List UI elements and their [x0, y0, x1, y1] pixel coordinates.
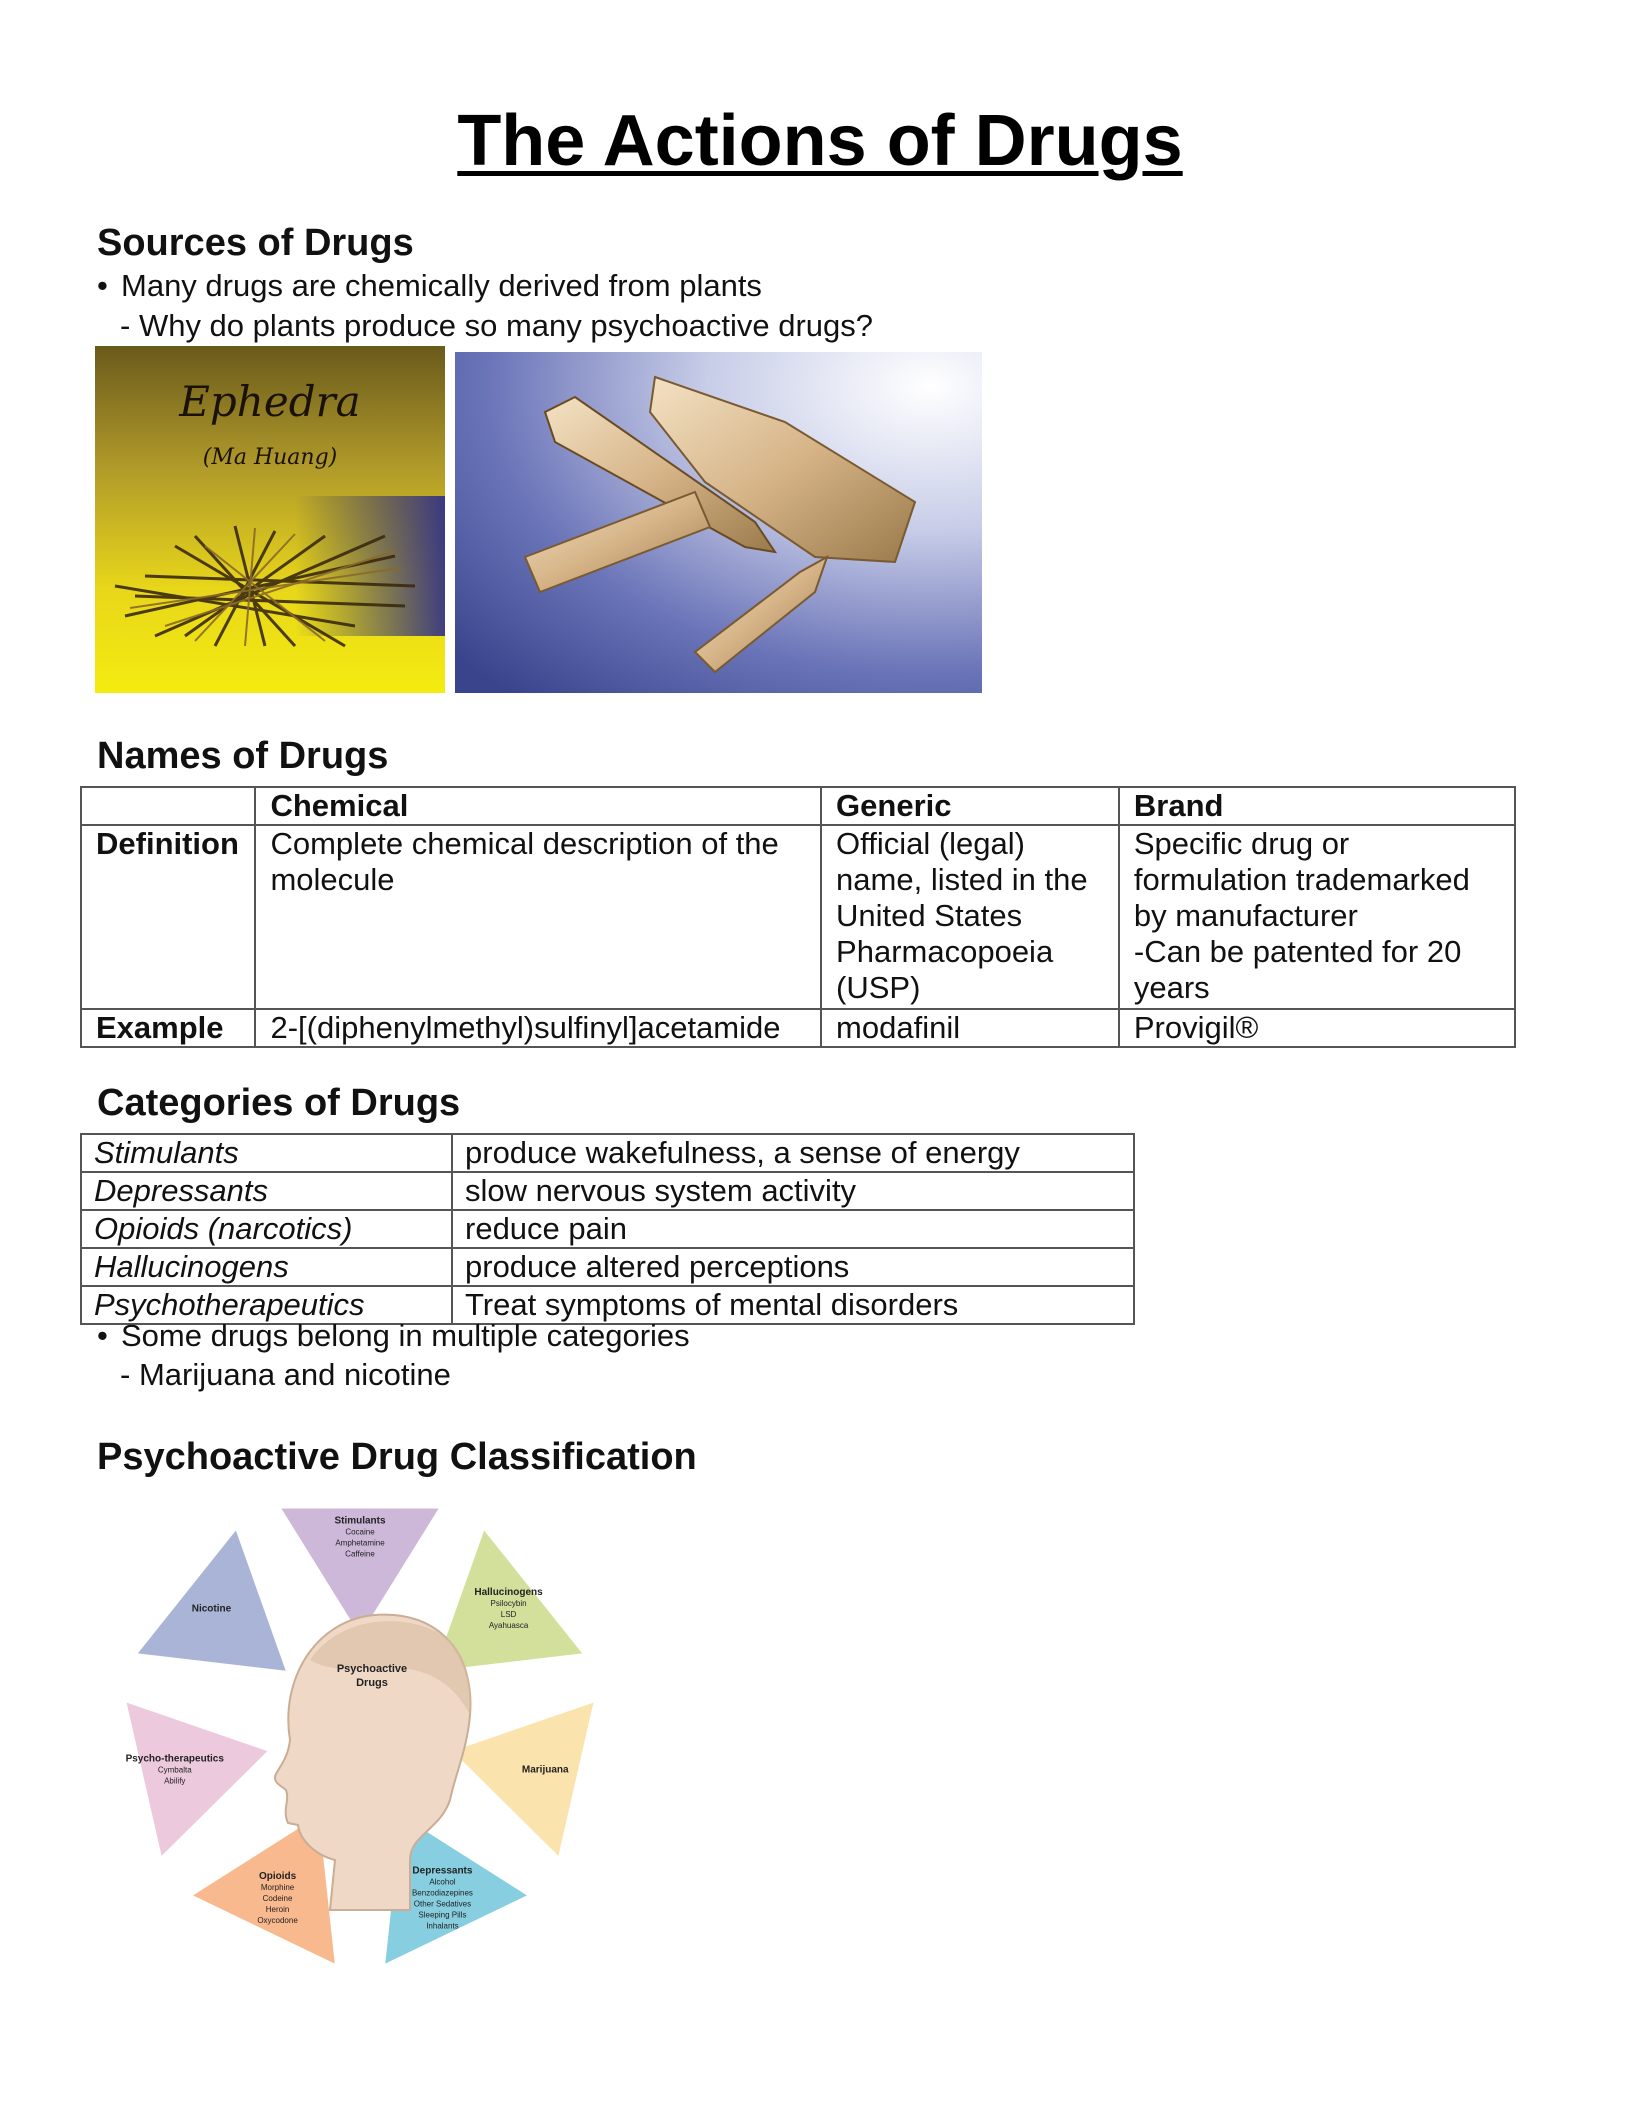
table-header-cell — [81, 787, 255, 825]
categories-table — [80, 1133, 1135, 1325]
wheel-segment-marijuana — [453, 1703, 594, 1856]
category-description: Treat symptoms of mental disorders — [452, 1286, 1134, 1324]
wheel-segment-title: Stimulants — [334, 1515, 386, 1527]
wheel-segment-psycho-therapeutics — [127, 1703, 268, 1856]
table-header-cell: Brand — [1119, 787, 1515, 825]
page-title: The Actions of Drugs — [457, 101, 1183, 181]
ephedra-image — [95, 346, 445, 693]
table-row — [81, 825, 1515, 1009]
crystals-illustration — [455, 352, 982, 693]
sources-bullet-text: Many drugs are chemically derived from plants — [121, 268, 762, 303]
wheel-segment-item: Inhalants — [426, 1921, 459, 1931]
table-cell: 2-[(diphenylmethyl)sulfinyl]acetamide — [255, 1009, 821, 1047]
category-description: produce wakefulness, a sense of energy — [452, 1134, 1134, 1172]
category-name: Depressants — [81, 1172, 452, 1210]
dash-icon: - — [120, 308, 139, 343]
wheel-segment-title: Opioids — [258, 1871, 297, 1883]
table-row — [81, 1009, 1515, 1047]
category-name: Psychotherapeutics — [81, 1286, 452, 1324]
classification-heading: Psychoactive Drug Classification — [97, 1436, 697, 1478]
table-row — [81, 1134, 1134, 1172]
sources-bullet — [97, 268, 762, 304]
wheel-segment-title: Nicotine — [191, 1603, 232, 1615]
wheel-segment-item: Ayahuasca — [488, 1621, 529, 1631]
table-row — [81, 1248, 1134, 1286]
wheel-segment-item: Amphetamine — [335, 1538, 385, 1548]
table-cell: Provigil® — [1119, 1009, 1515, 1047]
wheel-segment-item: Morphine — [260, 1883, 295, 1893]
categories-heading: Categories of Drugs — [97, 1082, 461, 1124]
table-header-row — [81, 787, 1515, 825]
wheel-segment-item: Sleeping Pills — [418, 1910, 467, 1920]
wheel-segment-item: Psilocybin — [490, 1599, 527, 1609]
wheel-segment-item: Cocaine — [345, 1527, 375, 1537]
dash-icon: - — [120, 1357, 139, 1392]
table-cell: Official (legal) name, listed in the United States Pharmacopoeia (USP) — [821, 825, 1119, 1009]
table-cell — [1119, 825, 1515, 1009]
categories-subbullet — [120, 1357, 451, 1393]
sources-heading: Sources of Drugs — [97, 222, 414, 264]
brand-patent-text: -Can be patented for 20 years — [1133, 934, 1462, 1005]
row-label-definition: Definition — [81, 825, 255, 1009]
wheel-segment-item: Caffeine — [345, 1549, 375, 1559]
sources-subbullet-text: Why do plants produce so many psychoactive drugs? — [138, 308, 873, 343]
names-heading: Names of Drugs — [97, 735, 389, 777]
wheel-segment-item: Abilify — [164, 1776, 186, 1786]
category-description: reduce pain — [452, 1210, 1134, 1248]
wheel-segment-item: Cymbalta — [157, 1765, 192, 1775]
wheel-segment-title: Psycho-therapeutics — [125, 1753, 224, 1765]
category-description: produce altered perceptions — [452, 1248, 1134, 1286]
row-label-example: Example — [81, 1009, 255, 1047]
wheel-segment-item: LSD — [500, 1610, 517, 1620]
wheel-segment-nicotine — [138, 1530, 286, 1670]
wheel-segment-item: Heroin — [265, 1905, 290, 1915]
categories-bullet — [97, 1318, 690, 1354]
category-name: Hallucinogens — [81, 1248, 452, 1286]
ephedra-subtitle: (Ma Huang) — [202, 445, 338, 470]
names-table — [80, 786, 1516, 1048]
wheel-segment-title: Depressants — [412, 1865, 473, 1877]
table-row — [81, 1172, 1134, 1210]
categories-bullet-text: Some drugs belong in multiple categories — [121, 1318, 690, 1353]
category-name: Opioids (narcotics) — [81, 1210, 452, 1248]
ephedra-title: Ephedra — [179, 377, 361, 426]
wheel-segment-title: Hallucinogens — [474, 1587, 543, 1599]
wheel-segment-item: Other Sedatives — [413, 1899, 472, 1909]
wheel-segment-item: Oxycodone — [257, 1916, 298, 1926]
bullet-icon: • — [97, 268, 108, 303]
table-header-cell: Generic — [821, 787, 1119, 825]
wheel-segment-title: Marijuana — [521, 1764, 569, 1776]
wheel-segment-item: Benzodiazepines — [411, 1888, 473, 1898]
table-cell: Complete chemical description of the molecule — [255, 825, 821, 1009]
wheel-center-label: Psychoactive — [336, 1663, 408, 1675]
category-name: Stimulants — [81, 1134, 452, 1172]
wheel-center-label: Drugs — [356, 1677, 388, 1689]
brand-definition-text: Specific drug or formulation trademarked by manufacturer — [1133, 826, 1470, 933]
table-cell: modafinil — [821, 1009, 1119, 1047]
wheel-segment-item: Codeine — [262, 1894, 293, 1904]
wheel-segment-item: Alcohol — [429, 1877, 456, 1887]
ephedra-illustration — [95, 346, 445, 693]
drug-classification-wheel — [110, 1490, 610, 1990]
bullet-icon: • — [97, 1318, 108, 1353]
category-description: slow nervous system activity — [452, 1172, 1134, 1210]
sources-subbullet — [120, 308, 873, 344]
categories-subbullet-text: Marijuana and nicotine — [138, 1357, 451, 1392]
crystals-image — [455, 352, 982, 693]
table-header-cell: Chemical — [255, 787, 821, 825]
table-row — [81, 1210, 1134, 1248]
